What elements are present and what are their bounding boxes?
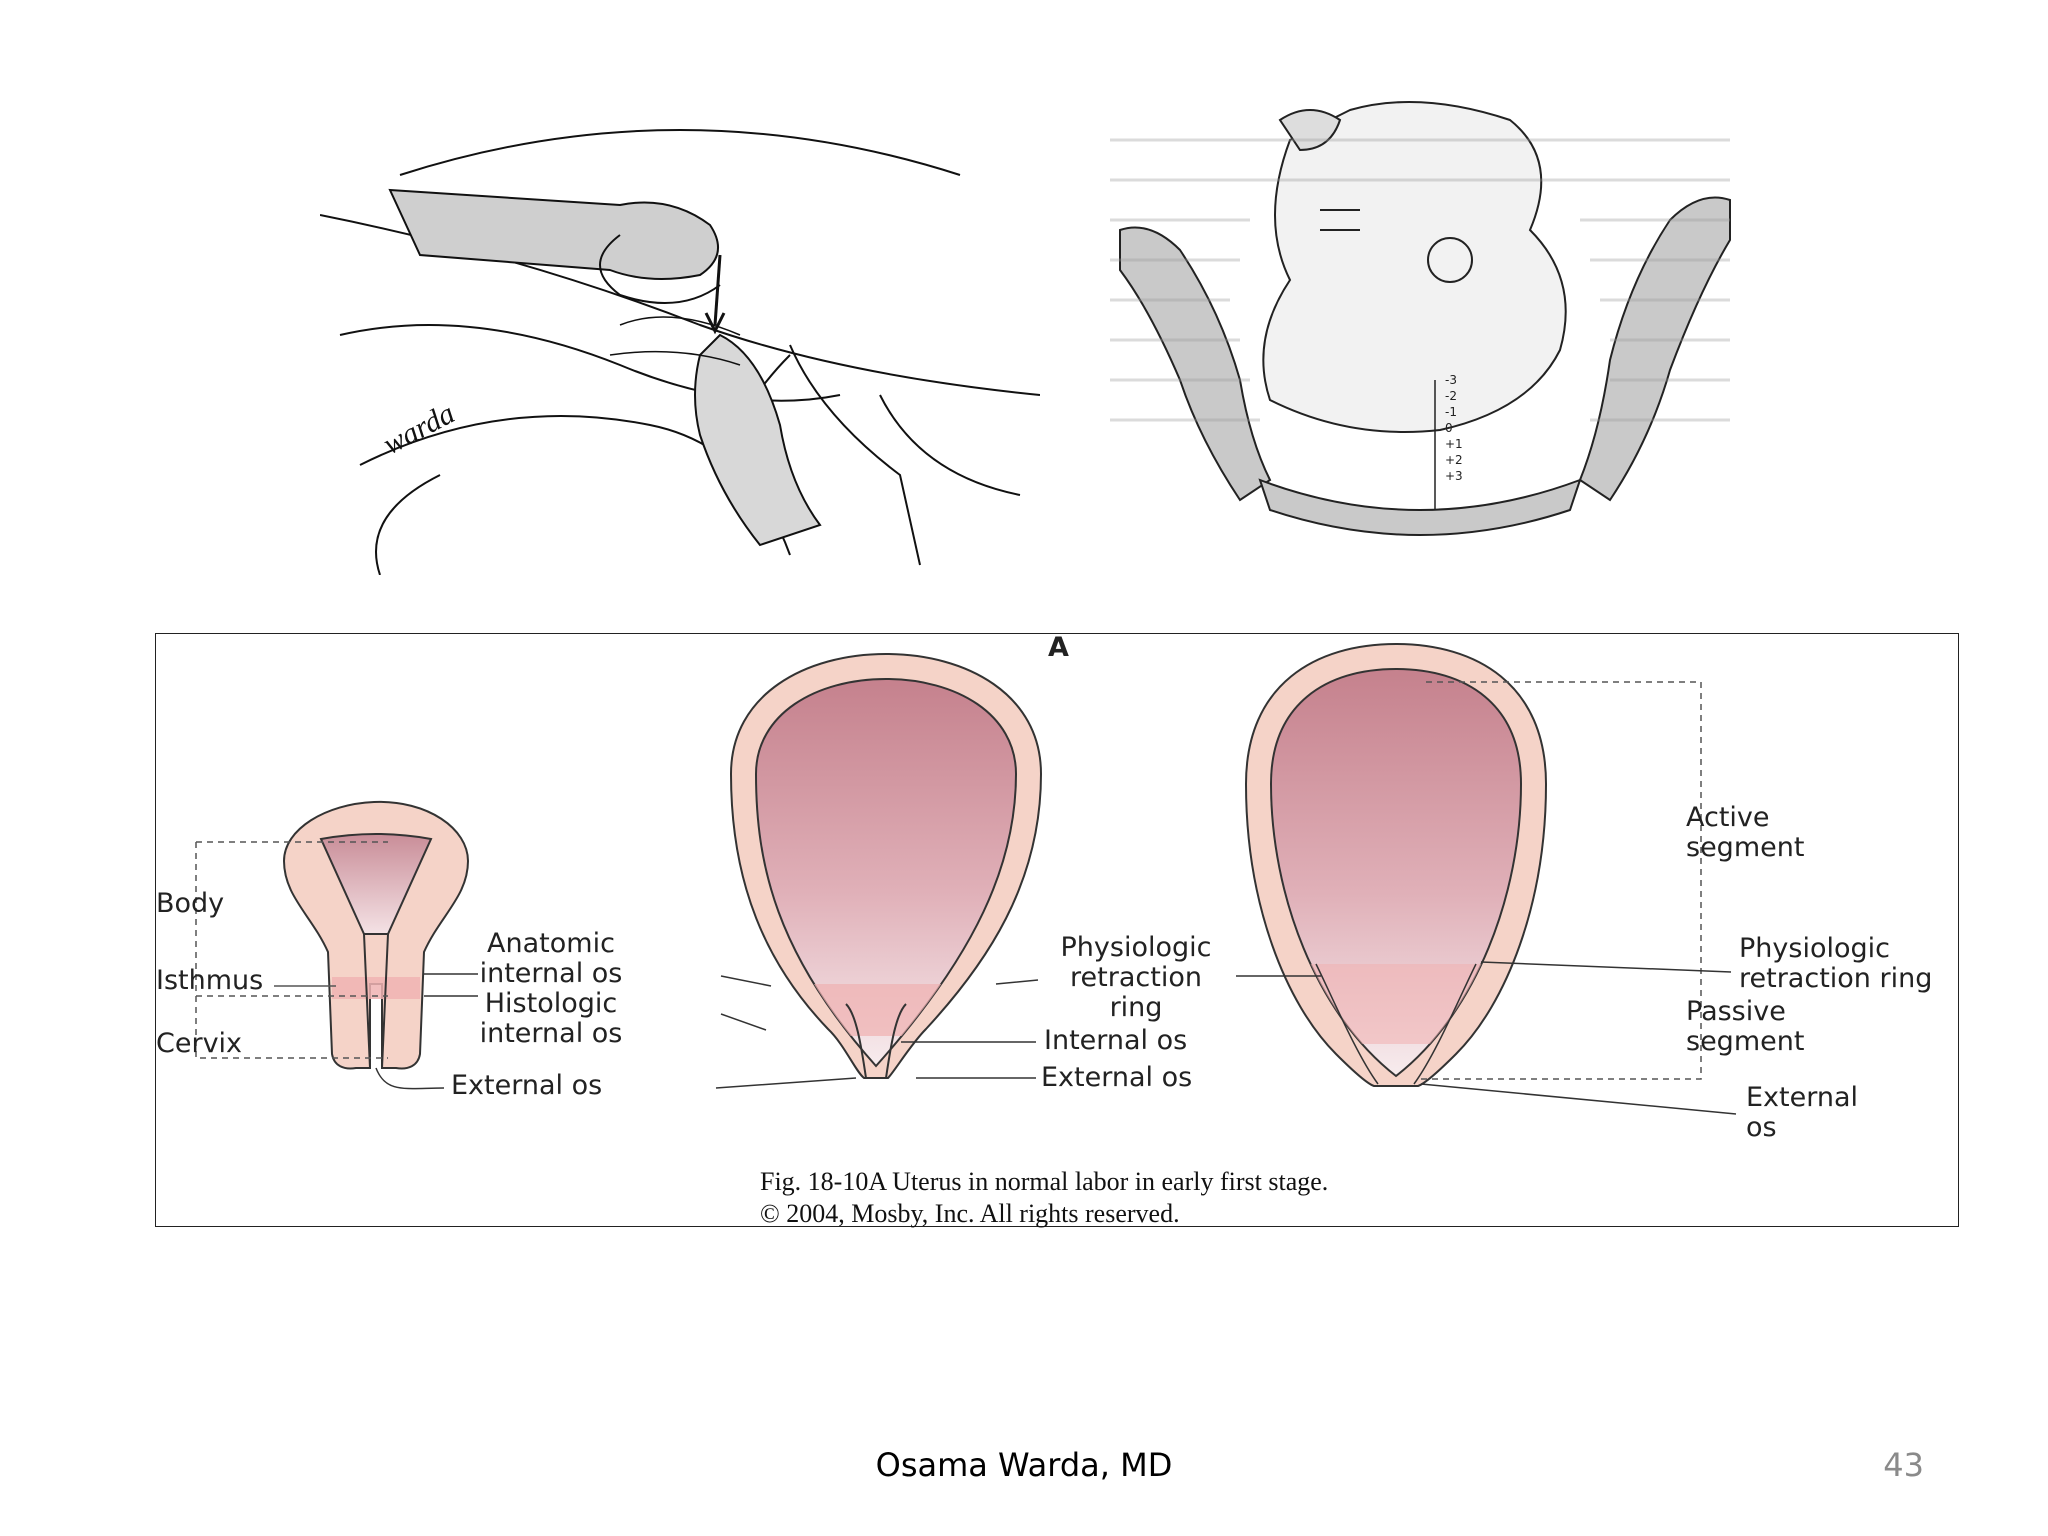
panel-letter: A bbox=[1048, 634, 1069, 663]
label-physiologic-ring-right: retraction ring bbox=[1739, 963, 1933, 994]
label-external-os-mid: External os bbox=[1041, 1062, 1193, 1093]
figure-caption: Fig. 18-10A Uterus in normal labor in early first stage. bbox=[760, 1167, 1329, 1196]
label-external-os-left: External os bbox=[451, 1070, 603, 1101]
early-labor-uterus bbox=[731, 654, 1041, 1078]
station-mark: -2 bbox=[1445, 389, 1457, 403]
label-external-os-right: External bbox=[1746, 1082, 1859, 1113]
label-anatomic-internal-os: internal os bbox=[479, 958, 623, 989]
station-mark: 0 bbox=[1445, 421, 1453, 435]
label-internal-os-mid: Internal os bbox=[1044, 1025, 1188, 1056]
station-mark: -1 bbox=[1445, 405, 1457, 419]
pelvis-station-illustration bbox=[1090, 80, 1760, 550]
label-histologic-internal-os: internal os bbox=[479, 1018, 623, 1049]
uterus-labor-figure bbox=[155, 633, 1959, 1227]
label-anatomic-internal-os: Anatomic bbox=[487, 928, 615, 959]
station-mark: +2 bbox=[1445, 453, 1463, 467]
label-passive-segment: segment bbox=[1686, 1026, 1805, 1057]
label-active-segment: segment bbox=[1686, 832, 1805, 863]
label-physiologic-ring-mid: ring bbox=[1109, 992, 1163, 1023]
figure-copyright: © 2004, Mosby, Inc. All rights reserved. bbox=[760, 1199, 1180, 1228]
label-cervix: Cervix bbox=[156, 1028, 243, 1059]
station-mark: +3 bbox=[1445, 469, 1463, 483]
label-physiologic-ring-mid: retraction bbox=[1070, 962, 1202, 993]
label-body: Body bbox=[156, 888, 225, 919]
label-physiologic-ring-right: Physiologic bbox=[1739, 933, 1890, 964]
label-isthmus: Isthmus bbox=[156, 965, 264, 996]
label-physiologic-ring-mid: Physiologic bbox=[1060, 932, 1212, 963]
page-number: 43 bbox=[1883, 1446, 1924, 1484]
label-histologic-internal-os: Histologic bbox=[484, 988, 618, 1019]
pelvic-examination-illustration bbox=[320, 95, 1040, 575]
station-mark: -3 bbox=[1445, 373, 1457, 387]
station-mark: +1 bbox=[1445, 437, 1463, 451]
label-external-os-right: os bbox=[1746, 1112, 1777, 1143]
dilating-uterus bbox=[1246, 644, 1546, 1086]
footer-author: Osama Warda, MD bbox=[875, 1446, 1173, 1484]
label-passive-segment: Passive bbox=[1686, 996, 1786, 1027]
label-active-segment: Active bbox=[1686, 802, 1770, 833]
signature-warda: warda bbox=[377, 396, 461, 462]
